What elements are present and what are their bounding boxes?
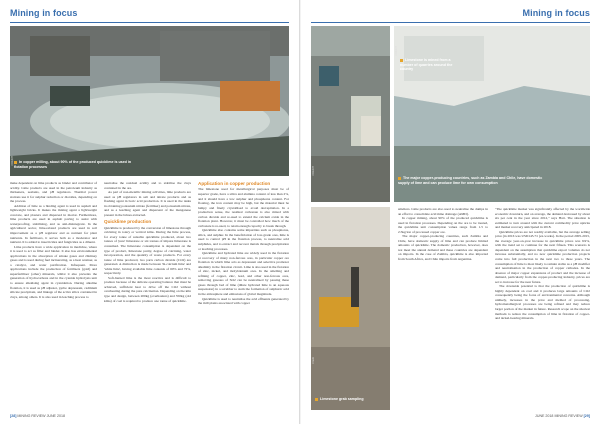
publication-name: MINING REVIEW: [554, 414, 583, 418]
right-header-rule: [311, 22, 590, 23]
caption-bullet-icon: [315, 398, 318, 401]
paragraph: Addition of lime as a binding agent is used in asphalt and lightweight bricks. It makes the mixing agent a lightweight concrete, and plasters and dispersed in mortar. Furthermore, lime products are used in asphalt paving to assist with waterproofing, stabilising, and as anti-disintegrant. In the agricultural sector, lime-related products are used in soil improvement as a pH regulator and as nutrient for plant nutrients. In fertilisers, it serves both as a moderator and nutrient. It is added to insecticides and fungicides as a diluent.: [10, 203, 97, 245]
photo-caption-limestone-mined: Limestone is mined from a number of quarries around the country: [400, 58, 453, 72]
paragraph: Quicklime is used to neutralise the acid effluents generated by the mill plants associated with copper: [198, 296, 289, 306]
left-header-rule: [10, 22, 289, 23]
right-page-column-1: [398, 207, 488, 262]
paragraph: The downside potential is that the production of quicklime is highly dependent on coal and it produces large amounts of CO2 consequently being the focus of environmental concerns. Although unlikely, increases in the price and method of processing, hydrometallurgical processes are being refined and may reduce larger portion of the market in future. Research scope on the shortest methods to reduce the consumption of lime in flotation of copper- and nickel-bearing minerals.: [495, 284, 590, 321]
paragraph: In copper mining, about 90% of the produced quicklime is used in flotation processes. Depending on the ore to be treated, the quicklime unit consumption values range from 1.5 to 2.5kg/ton of processed copper ore.: [398, 216, 488, 234]
left-page-header: Mining in focus: [10, 8, 78, 18]
grab-sampling-photo: [311, 207, 390, 410]
right-page-header: Mining in focus: [522, 8, 590, 18]
paragraph: Lime products have a wide application in medicine, where it is used to act as filler and binder. It also has environmental applications in the absorption of smoke gases and chimney gases and is used during fuel incinerating, as a heat retainer, as a catalyst, and water purification. Infrequent. More applications include the production of fertilisers (gold) and superfertiliser (other) minerals, whilst it also prevents the generation of hydrocarbons and in the cyanide hydrolysis unit to ensure alkalising agent in cyanidation. During alkaline flotation, it is used as pH adjuster, pyrite depressant, cadmium silicate precipitant, and linkage of the active silica contained in clays, among others. It is also used in leaching process to: [10, 244, 97, 299]
paragraph: Quicklime is produced by the conversion of limestone through calcining in rotary or vertical kilns. During the lime process, for every tonne of saleable quicklime produced, about two tonnes of 'pure' limestone or six tonnes of impure limestone is consumed. The limestone consumption is dependent on the type of product, limestone purity, degree of calcining, water incorporation, and the quantity of waste products. For every tonne of lime produced, two parts carbon dioxide (CO2) are generated. A distinction is made between 'hi-calcium lime' and 'white lime', having available lime contents of 60% and 72%, respectively.: [104, 225, 191, 276]
photo-caption-copper-countries: The major copper-producing countries, such as Zambia and Chile, have domestic supply of lime and can produce lime for own consumption: [398, 176, 543, 185]
subheading-application-copper: Application in copper production: [198, 181, 271, 186]
paragraph: smelters. Lime products are also used to neutralise the dumps in an effort to consolidate acid mine drainage (AMD).: [398, 207, 488, 216]
paragraph: The limestone used for metallurgical purposes must be of superior grade, have a silica and alumina content of less than 2%, and it should have a low sulphur and phosphorus content. For floating, the iron content may be high, but the material must be lumpy and finely crystallised to avoid decrepitation. In a production sense, the residual carbonate is also mixed with carbon dioxide and re-used to extend the calcium oxide in the flotation plant. However, it must be controlled how much of the carbonate is re-used, to retain enough capacity to break through.: [198, 187, 289, 228]
left-page-footer: [10, 414, 65, 418]
paragraph: As part of non-metallic mining activities, lime products are used as pH regulators in salt and nitrate products and as flashing agent in boric acid production. It is used in the tanks in obtaining potassium nitrate (fertiliser) and potassium nitrate, and as a leaching agent and dispersant of the manganese present in the brines extracted.: [104, 190, 191, 217]
left-page-column-3: [198, 181, 289, 306]
right-page-column-2: [495, 207, 590, 321]
paragraph: "The quicklime market was significantly affected by the worldwide economic downturn, and on average, the demand decreased by about six per cent in the year since 2012," says Hart. The situation is estimated to turn around with the current commodity price upticks and market recovery anticipated in 2018.: [495, 207, 590, 230]
left-page-column-2: [104, 181, 191, 303]
limestone-quarry-photo: [394, 26, 590, 202]
page-number: [29]: [583, 414, 590, 418]
paragraph: The major copper-producing countries, such Zambia and Chile, have domestic supply of lime and can produce limited amounts of quicklime. The domestic production, however, does not meet the annual demand and these countries are dependent on imports. In the case of Zambia, quicklime is also imported from South Africa, and Chile imports from Argentina.: [398, 234, 488, 262]
quarry-illustration: [311, 26, 390, 202]
paragraph: make dependent on lime products as binder and contributor of acidity. Lime products are used in the petroleum industry as thickeners, sealants, and pH regulators. Thermal power stations use it for sulphur reduction or dioxides, depending on the process.: [10, 181, 97, 204]
right-page: [301, 0, 600, 424]
subheading-quicklime-production: Quicklime production: [104, 219, 152, 225]
grab-sampling-illustration: [311, 207, 390, 410]
caption-bullet-icon: [398, 177, 401, 180]
copper-mill-illustration: [10, 26, 289, 176]
right-page-footer: [535, 414, 590, 418]
left-page-column-1: [10, 181, 97, 299]
issue-date: JUNE 2018: [46, 414, 65, 418]
page-number: [28]: [10, 414, 17, 418]
paragraph: Quicklime also contains some impurities such as phosphorus, silica, and sulphur. In the beneficiation of low-grade ores, lime is used to control pH in the flotation process, to neutralise acid sulphides, and to extract and recover metals through precipitation or leaching processes.: [198, 228, 289, 251]
photo-credit: CREDIT: [395, 46, 398, 56]
left-page: [0, 0, 299, 424]
publication-name: MINING REVIEW: [17, 414, 46, 418]
photo-caption-grab-sampling: Limestone grab sampling: [315, 397, 385, 402]
photo-caption-copper-milling: In copper milling, about 90% of the produced quicklime is used in flotation processes: [14, 160, 132, 169]
lime-quarry-photo: [311, 26, 390, 202]
copper-mill-photo: [10, 26, 289, 176]
paragraph: Soft-burned lime is the most reactive and is difficult to produce because of the delicate operating balance that must be achieved, sufficient heat to drive off the CO2 without overheating during the pure calcination. Depending on the kiln type and design, between 200kg (overhaulers) and 350kg (old kilns) of coal is required to produce one tonne of quicklime.: [104, 275, 191, 303]
issue-date: JUNE 2018: [535, 414, 554, 418]
paragraph: neutralise the residual acidity and to stabilise the clays contained in the ore.: [104, 181, 191, 190]
paragraph: Quicklime prices are not readily available, but the average selling price (in 2016 was USD145.7/t (ex-works). In the period 2005-2015, the average year-on-year increase in quicklime prices was 9.9%, with the trend set to continue for the next fifteen. This scenario is dependent on the assumption that quicklime export volumes do not increase substantially, and no new quicklime production projects come into full production in the next two to three years. The consumption of lime is most likely to remain stable as a pH modifier and neutralisation in the production of copper cathodes. In the absence of major copper expansions of product and the increase of demand, particularly from the copper-producing industry, prices are set to increase for the near future.: [495, 229, 590, 284]
caption-bullet-icon: [14, 161, 17, 164]
photo-credit: Credit: [312, 357, 315, 364]
photo-credit: CREDIT: [11, 156, 14, 166]
paragraph: Quicklime and hydrated lime are widely used in the flotation or recovery of many non-ferrous ores, in particular copper ore flotation in which lime acts as depressant and selective promoter alkalinity in the flotation circuit. Lime is also used in the flotation of zinc, nickel, and molybdenum ores. In the smelting and refining of copper, zinc, lead, and other non-ferrous ores, removing gaseous of SO2 can be neutralised by passing these gases through bed of lime (dilute hydrated lime is an aqueous suspension) in a scrubber to stem the formation of sulphuric acid in the atmosphere and emissions of global magnitude.: [198, 251, 289, 296]
photo-credit: CREDIT: [312, 166, 315, 176]
caption-bullet-icon: [400, 59, 403, 62]
